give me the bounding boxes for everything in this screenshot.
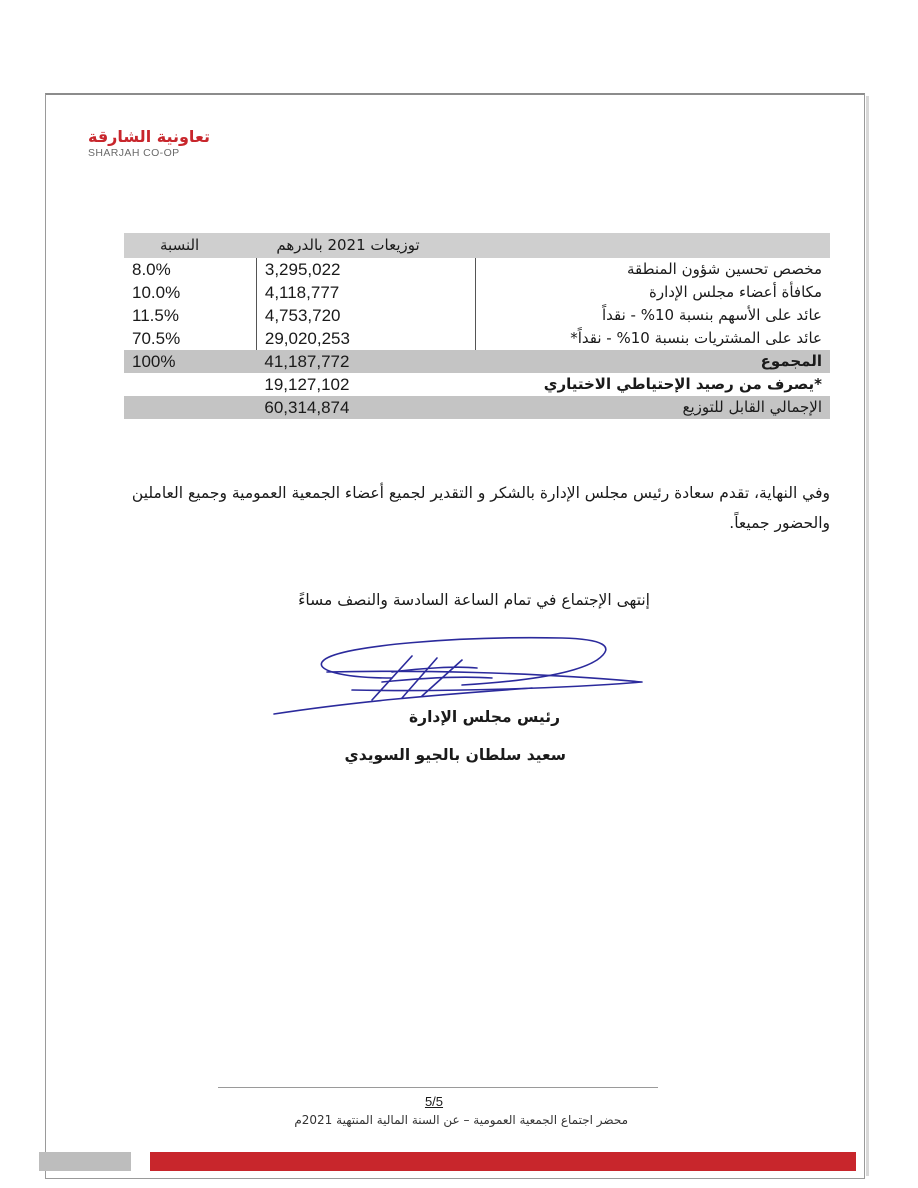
table-row [124, 258, 830, 281]
row-label: مكافأة أعضاء مجلس الإدارة [475, 281, 830, 304]
footer-gray-bar [39, 1152, 131, 1171]
page-number: 5/5 [424, 1094, 444, 1109]
sharjah-coop-logo [88, 128, 218, 159]
row-label: مخصص تحسين شؤون المنطقة [475, 258, 830, 281]
row-label: عائد على الأسهم بنسبة 10% - نقداً [475, 304, 830, 327]
row-amount: 4,753,720 [256, 304, 475, 327]
total-amount: 41,187,772 [256, 350, 475, 373]
header-amount: توزيعات 2021 بالدرهم [256, 233, 475, 258]
grand-total-row [124, 396, 830, 419]
footer-caption: محضر اجتماع الجمعية العمومية – عن السنة المالية المنتهية 2021م [294, 1113, 628, 1127]
total-label: المجموع [475, 350, 830, 373]
closing-paragraph: وفي النهاية، تقدم سعادة رئيس مجلس الإدارة بالشكر و التقدير لجميع أعضاء الجمعية العمومية وجميع العاملين والحضور جميعاً. [131, 484, 830, 532]
logo-arabic-text: تعاونية الشارقة [88, 127, 210, 146]
row-amount: 4,118,777 [256, 281, 475, 304]
total-percent: 100% [124, 350, 256, 373]
grand-total-label: الإجمالي القابل للتوزيع [475, 396, 830, 419]
signatory-title: رئيس مجلس الإدارة [409, 708, 560, 726]
grand-total-percent-empty [124, 396, 256, 419]
row-amount: 3,295,022 [256, 258, 475, 281]
row-amount: 29,020,253 [256, 327, 475, 350]
table-row [124, 304, 830, 327]
grand-total-amount: 60,314,874 [256, 396, 475, 419]
row-percent: 70.5% [132, 329, 181, 348]
signature-scribble [272, 630, 652, 720]
page-border-shadow [866, 96, 869, 1176]
row-label: عائد على المشتريات بنسبة 10% - نقداً* [475, 327, 830, 350]
table-header-row [124, 233, 830, 258]
row-percent: 11.5% [132, 306, 179, 325]
logo-english-text: SHARJAH CO-OP [88, 147, 180, 159]
reserve-percent-empty [124, 373, 256, 396]
reserve-label: *يصرف من رصيد الإحتياطي الاختياري [543, 375, 822, 393]
table-row [124, 327, 830, 350]
table-row [124, 281, 830, 304]
header-percent: النسبة [124, 233, 256, 258]
reserve-amount: 19,127,102 [264, 375, 350, 394]
meeting-end-statement: إنتهى الإجتماع في تمام الساعة السادسة والنصف مساءً [298, 591, 650, 609]
row-percent: 10.0% [132, 283, 181, 302]
footer-divider [218, 1087, 658, 1088]
header-label-cell [475, 233, 830, 258]
signatory-name: سعيد سلطان بالجيو السويدي [344, 746, 566, 764]
footer-red-bar [150, 1152, 856, 1171]
reserve-row [124, 373, 830, 396]
row-percent: 8.0% [132, 260, 171, 279]
total-row [124, 350, 830, 373]
distribution-table [124, 233, 830, 419]
